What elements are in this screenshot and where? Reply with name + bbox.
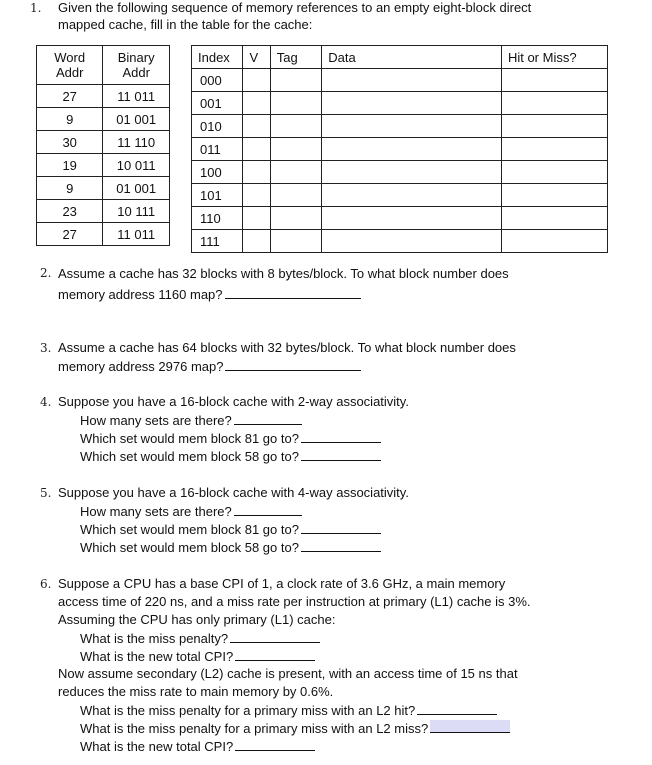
answer-blank[interactable] xyxy=(301,521,381,534)
tag-cell[interactable] xyxy=(270,138,321,161)
question-text: How many sets are there? xyxy=(80,504,232,519)
table-row xyxy=(192,92,608,115)
header-text: Addr xyxy=(55,65,84,80)
word-addr-cell: 27 xyxy=(37,85,103,108)
word-addr-cell: 9 xyxy=(37,108,103,131)
valid-cell[interactable] xyxy=(243,92,270,115)
question-text: Suppose a CPU has a base CPI of 1, a clock rate of 3.6 GHz, a main memory xyxy=(58,576,506,591)
cache-table xyxy=(191,45,608,253)
valid-cell[interactable] xyxy=(243,138,270,161)
index-cell: 011 xyxy=(192,138,243,161)
hit-or-miss-cell[interactable] xyxy=(501,69,607,92)
binary-addr-cell: 01 001 xyxy=(103,177,170,200)
hit-or-miss-cell[interactable] xyxy=(501,184,607,207)
column-header-hit-or-miss: Hit or Miss? xyxy=(501,46,607,69)
tag-cell[interactable] xyxy=(270,69,321,92)
word-addr-cell: 9 xyxy=(37,177,103,200)
column-header-valid: V xyxy=(243,46,270,69)
answer-blank[interactable] xyxy=(235,738,315,751)
table-row xyxy=(192,115,608,138)
index-cell: 101 xyxy=(192,184,243,207)
table-row xyxy=(37,131,170,154)
table-row xyxy=(37,177,170,200)
question-number: 5. xyxy=(40,486,52,500)
binary-addr-cell: 10 011 xyxy=(103,154,170,177)
question-text: What is the new total CPI? xyxy=(80,649,234,664)
hit-or-miss-cell[interactable] xyxy=(501,207,607,230)
table-row xyxy=(192,161,608,184)
word-addr-cell: 19 xyxy=(37,154,103,177)
question-number: 2. xyxy=(40,266,52,280)
answer-blank[interactable] xyxy=(417,702,497,715)
binary-addr-cell: 01 001 xyxy=(103,108,170,131)
answer-blank[interactable] xyxy=(234,412,302,425)
answer-blank[interactable] xyxy=(230,630,320,643)
column-header-index: Index xyxy=(192,46,243,69)
answer-blank[interactable] xyxy=(301,430,381,443)
tag-cell[interactable] xyxy=(270,115,321,138)
binary-addr-cell: 10 111 xyxy=(103,200,170,223)
valid-cell[interactable] xyxy=(243,207,270,230)
data-cell[interactable] xyxy=(322,161,502,184)
index-cell: 100 xyxy=(192,161,243,184)
data-cell[interactable] xyxy=(322,184,502,207)
tag-cell[interactable] xyxy=(270,230,321,253)
tag-cell[interactable] xyxy=(270,184,321,207)
data-cell[interactable] xyxy=(322,69,502,92)
word-addr-cell: 30 xyxy=(37,131,103,154)
index-cell: 111 xyxy=(192,230,243,253)
table-row xyxy=(37,154,170,177)
table-row xyxy=(37,108,170,131)
hit-or-miss-cell[interactable] xyxy=(501,92,607,115)
valid-cell[interactable] xyxy=(243,69,270,92)
hit-or-miss-cell[interactable] xyxy=(501,230,607,253)
answer-blank[interactable] xyxy=(234,503,302,516)
binary-addr-cell: 11 011 xyxy=(103,223,170,246)
question-text: reduces the miss rate to main memory by 0.6%. xyxy=(58,684,334,699)
header-text: Addr xyxy=(122,65,150,80)
table-row xyxy=(37,85,170,108)
hit-or-miss-cell[interactable] xyxy=(501,115,607,138)
header-text: Binary xyxy=(117,50,155,65)
hit-or-miss-cell[interactable] xyxy=(501,161,607,184)
table-row xyxy=(192,69,608,92)
table-row xyxy=(37,200,170,223)
question-text: How many sets are there? xyxy=(80,413,232,428)
question-number: 4. xyxy=(40,395,52,409)
question-text: Which set would mem block 58 go to? xyxy=(80,540,299,555)
answer-blank-highlighted[interactable] xyxy=(430,720,510,733)
question-text: Which set would mem block 81 go to? xyxy=(80,522,299,537)
question-text: Which set would mem block 81 go to? xyxy=(80,431,299,446)
question-text: What is the miss penalty for a primary miss with an L2 miss? xyxy=(80,721,429,736)
valid-cell[interactable] xyxy=(243,115,270,138)
valid-cell[interactable] xyxy=(243,230,270,253)
question-text: Assume a cache has 32 blocks with 8 bytes/block. To what block number does xyxy=(58,266,509,281)
data-cell[interactable] xyxy=(322,230,502,253)
question-text: Suppose you have a 16-block cache with 2-way associativity. xyxy=(58,394,409,409)
table-row xyxy=(192,138,608,161)
question-text: What is the new total CPI? xyxy=(80,739,234,754)
question-text: Given the following sequence of memory references to an empty eight-block direct xyxy=(58,0,532,15)
question-text: mapped cache, fill in the table for the cache: xyxy=(58,17,313,32)
question-text: What is the miss penalty for a primary miss with an L2 hit? xyxy=(80,703,416,718)
column-header-binary-addr xyxy=(103,46,170,85)
table-row xyxy=(192,230,608,253)
answer-blank[interactable] xyxy=(225,358,361,371)
tag-cell[interactable] xyxy=(270,207,321,230)
question-text: memory address 2976 map? xyxy=(58,359,224,374)
answer-blank[interactable] xyxy=(235,648,315,661)
question-text: What is the miss penalty? xyxy=(80,631,229,646)
data-cell[interactable] xyxy=(322,92,502,115)
answer-blank[interactable] xyxy=(301,448,381,461)
table-row xyxy=(37,223,170,246)
table-row xyxy=(192,207,608,230)
memory-references-table xyxy=(36,45,170,246)
hit-or-miss-cell[interactable] xyxy=(501,138,607,161)
index-cell: 110 xyxy=(192,207,243,230)
word-addr-cell: 23 xyxy=(37,200,103,223)
column-header-word-addr xyxy=(37,46,103,85)
question-text: Assuming the CPU has only primary (L1) cache: xyxy=(58,612,336,627)
data-cell[interactable] xyxy=(322,138,502,161)
question-number: 3. xyxy=(40,341,52,355)
index-cell: 010 xyxy=(192,115,243,138)
data-cell[interactable] xyxy=(322,115,502,138)
column-header-tag: Tag xyxy=(270,46,321,69)
question-text: Assume a cache has 64 blocks with 32 bytes/block. To what block number does xyxy=(58,340,516,355)
question-text: Now assume secondary (L2) cache is present, with an access time of 15 ns that xyxy=(58,666,518,681)
binary-addr-cell: 11 110 xyxy=(103,131,170,154)
data-cell[interactable] xyxy=(322,207,502,230)
answer-blank[interactable] xyxy=(225,286,361,299)
valid-cell[interactable] xyxy=(243,161,270,184)
question-text: access time of 220 ns, and a miss rate per instruction at primary (L1) cache is 3%. xyxy=(58,594,531,609)
question-text: Which set would mem block 58 go to? xyxy=(80,449,299,464)
header-text: Word xyxy=(54,50,86,65)
question-text: Suppose you have a 16-block cache with 4-way associativity. xyxy=(58,485,409,500)
index-cell: 000 xyxy=(192,69,243,92)
question-number: 1. xyxy=(30,1,42,15)
answer-blank[interactable] xyxy=(301,539,381,552)
question-number: 6. xyxy=(40,577,52,591)
tag-cell[interactable] xyxy=(270,92,321,115)
question-text: memory address 1160 map? xyxy=(58,287,223,302)
tag-cell[interactable] xyxy=(270,161,321,184)
valid-cell[interactable] xyxy=(243,184,270,207)
table-row xyxy=(192,184,608,207)
column-header-data: Data xyxy=(322,46,502,69)
index-cell: 001 xyxy=(192,92,243,115)
word-addr-cell: 27 xyxy=(37,223,103,246)
binary-addr-cell: 11 011 xyxy=(103,85,170,108)
